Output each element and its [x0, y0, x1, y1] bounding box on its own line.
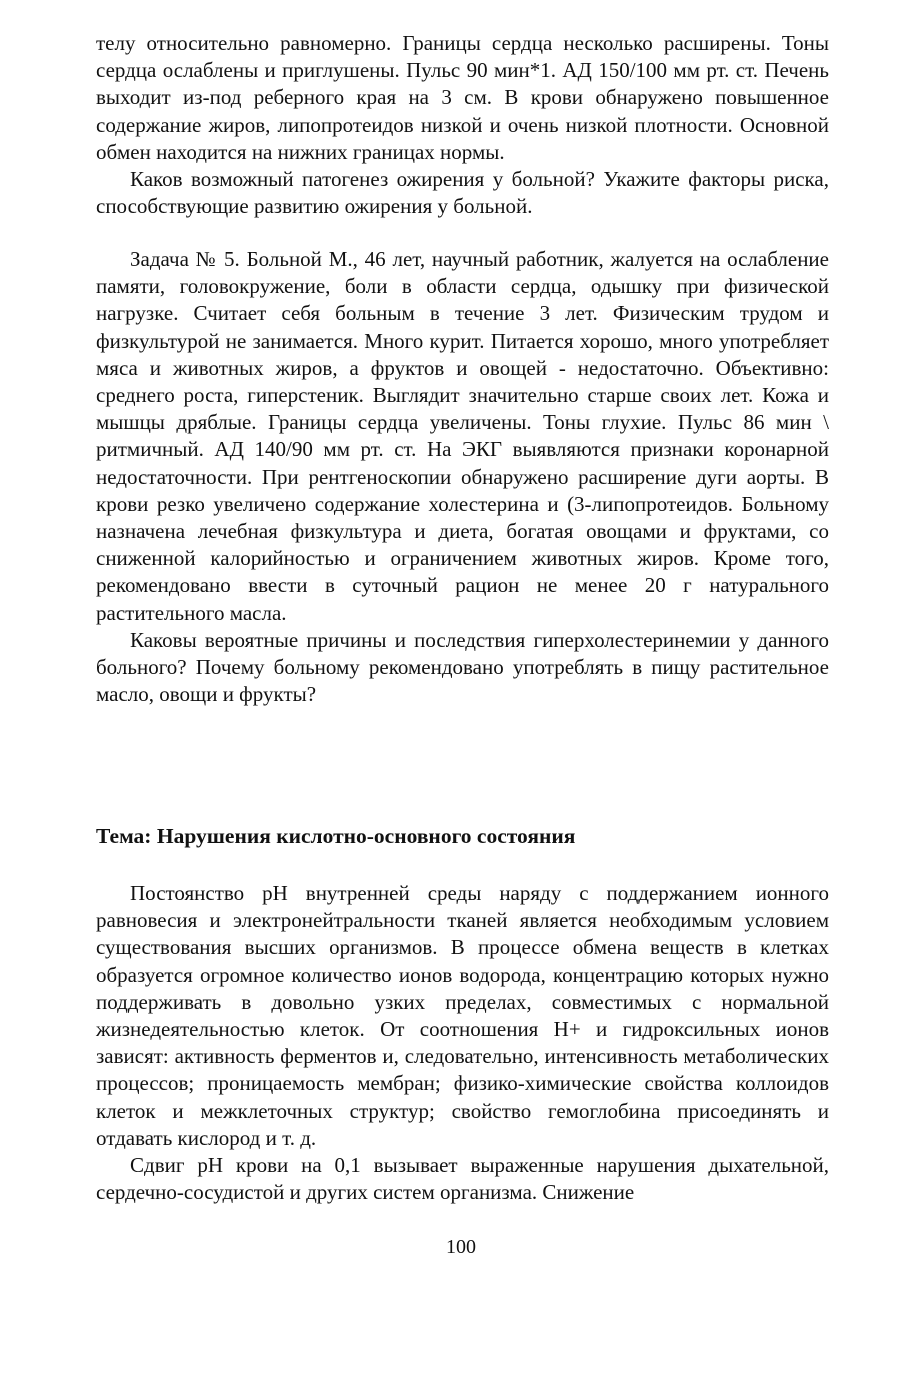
task5-question: Каковы вероятные причины и последствия гиперхолестеринемии у данного больного? Почему больному рекомендовано употреблять в пищу растительное масло, овощи и фрукты?	[96, 627, 829, 707]
topic-paragraph-1: Постоянство pH внутренней среды наряду с поддержанием ионного равновесия и электронейтральности тканей является необходимым условием существования высших организмов. В процессе обмена веществ в клетках образуется огромное количество ионов водорода, концентрацию которых нужно поддерживать в довольно узких пределах, совместимых с нормальной жизнедеятельностью клеток. От соотношения Н+ и гидроксильных ионов зависят: активность ферментов и, следовательно, интенсивность метаболических процессов; проницаемость мембран; физико-химические свойства коллоидов клеток и межклеточных структур; свойство гемоглобина присоединять и отдавать кислород и т. д.	[96, 881, 829, 1150]
case4-continuation-text: телу относительно равномерно. Границы сердца несколько расширены. Тоны сердца ослаблены и приглушены. Пульс 90 мин*1. АД 150/100 мм рт. ст. Печень выходит из-под реберного края на 3 см. В крови обнаружено повышенное содержание жиров, липопротеидов низкой и очень низкой плотности. Основной обмен находится на нижних границах нормы.	[96, 31, 829, 164]
case4-continuation-block	[96, 30, 829, 220]
task5-block	[96, 246, 829, 708]
topic-paragraph-2: Сдвиг pH крови на 0,1 вызывает выраженные нарушения дыхательной, сердечно-сосудистой и других систем организма. Снижение	[96, 1153, 829, 1205]
page-number: 100	[446, 1236, 476, 1258]
topic-heading: Тема: Нарушения кислотно-основного состояния	[96, 824, 576, 848]
topic-text-block	[96, 880, 829, 1206]
case4-question: Каков возможный патогенез ожирения у больной? Укажите факторы риска, способствующие развитию ожирения у больной.	[96, 167, 829, 219]
task5-body: Задача № 5. Больной М., 46 лет, научный работник, жалуется на ослабление памяти, головокружение, боли в области сердца, одышку при физической нагрузке. Считает себя больным в течение 3 лет. Физическим трудом и физкультурой не занимается. Много курит. Питается хорошо, много употребляет мяса и животных жиров, а фруктов и овощей - недостаточно. Объективно: среднего роста, гиперстеник. Выглядит значительно старше своих лет. Кожа и мышцы дряблые. Границы сердца увеличены. Тоны глухие. Пульс 86 мин \ ритмичный. АД 140/90 мм рт. ст. На ЭКГ выявляются признаки коронарной недостаточности. При рентгеноскопии обнаружено расширение дуги аорты. В крови резко увеличено содержание холестерина и (3-липопротеидов. Больному назначена лечебная физкультура и диета, богатая овощами и фруктами, со сниженной калорийностью и ограничением животных жиров. Кроме того, рекомендовано ввести в суточный рацион не менее 20 г натурального растительного масла.	[96, 247, 829, 625]
